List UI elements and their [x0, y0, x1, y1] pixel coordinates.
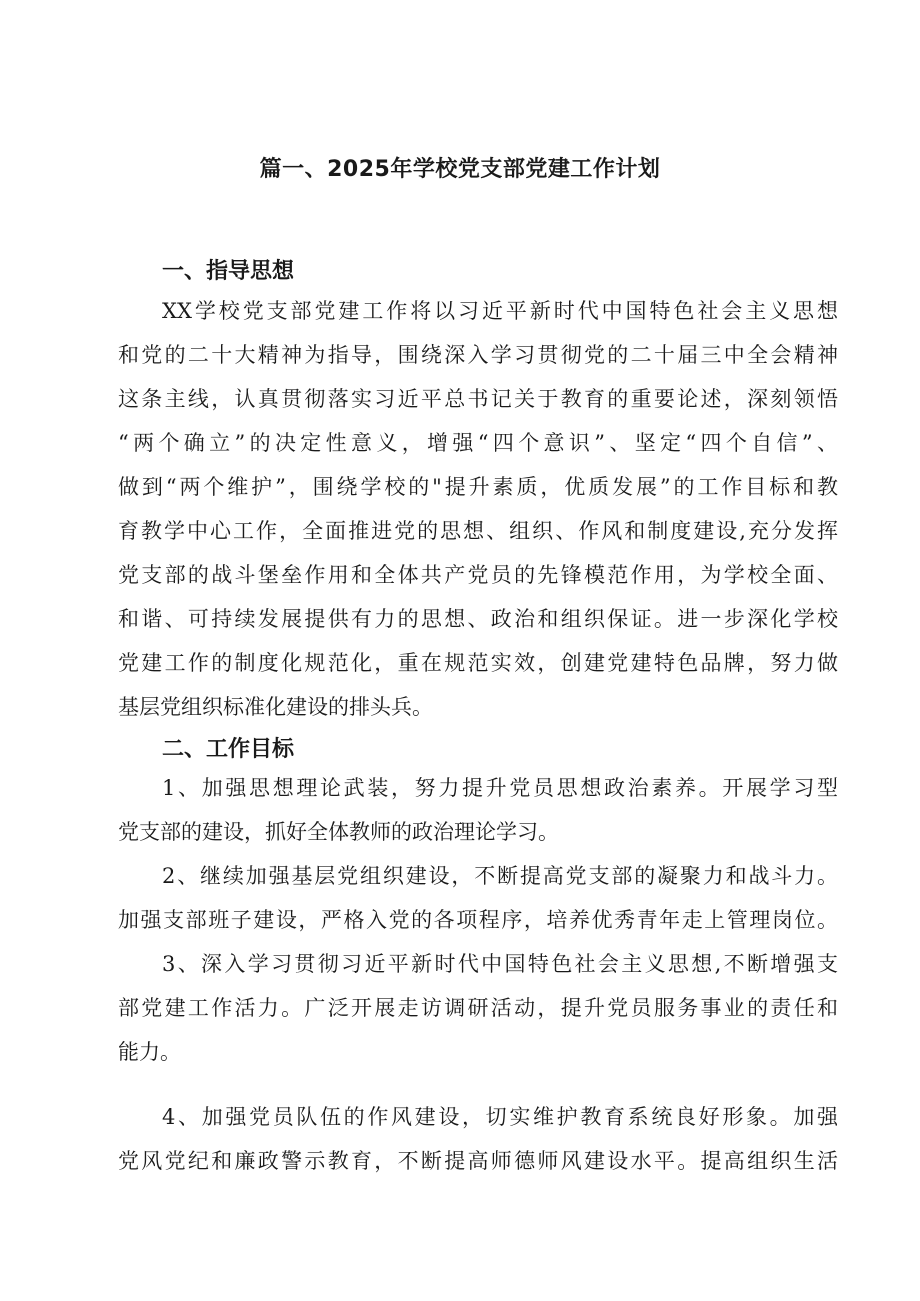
paragraph-line: 做到“两个维护”，围绕学校的"提升素质，优质发展”的工作目标和教 [118, 475, 838, 499]
section-heading-work-goals: 二、工作目标 [162, 737, 295, 762]
paragraph-line: “两个确立”的决定性意义，增强“四个意识”、坚定“四个自信”、 [118, 431, 838, 455]
goal-4-line: 4、加强党员队伍的作风建设，切实维护教育系统良好形象。加强 [162, 1105, 838, 1129]
paragraph-line: 和谐、可持续发展提供有力的思想、政治和组织保证。进一步深化学校 [118, 607, 838, 631]
paragraph-line: 基层党组织标准化建设的排头兵。 [118, 695, 433, 719]
goal-1-line: 党支部的建设，抓好全体教师的政治理论学习。 [118, 820, 559, 844]
goal-2-line: 2、继续加强基层党组织建设，不断提高党支部的凝聚力和战斗力。 [162, 864, 838, 888]
paragraph-line: 党支部的战斗堡垒作用和全体共产党员的先锋模范作用，为学校全面、 [118, 563, 838, 587]
paragraph-line: XX学校党支部党建工作将以习近平新时代中国特色社会主义思想 [162, 299, 838, 323]
section-heading-guiding-thought: 一、指导思想 [162, 259, 295, 284]
document-title: 篇一、2025年学校党支部党建工作计划 [259, 157, 661, 182]
paragraph-line: 党建工作的制度化规范化，重在规范实效，创建党建特色品牌，努力做 [118, 651, 838, 675]
goal-3-line: 部党建工作活力。广泛开展走访调研活动，提升党员服务事业的责任和 [118, 996, 838, 1020]
paragraph-line: 和党的二十大精神为指导，围绕深入学习贯彻党的二十届三中全会精神 [118, 343, 838, 367]
goal-1-line: 1、加强思想理论武装，努力提升党员思想政治素养。开展学习型 [162, 776, 838, 800]
goal-3-line: 3、深入学习贯彻习近平新时代中国特色社会主义思想,不断增强支 [162, 952, 838, 976]
goal-4-line: 党风党纪和廉政警示教育，不断提高师德师风建设水平。提高组织生活 [118, 1149, 838, 1173]
paragraph-line: 育教学中心工作，全面推进党的思想、组织、作风和制度建设,充分发挥 [118, 519, 838, 543]
paragraph-line: 这条主线，认真贯彻落实习近平总书记关于教育的重要论述，深刻领悟 [118, 387, 838, 411]
goal-3-line: 能力。 [118, 1040, 181, 1064]
goal-2-line: 加强支部班子建设，严格入党的各项程序，培养优秀青年走上管理岗位。 [118, 908, 838, 932]
